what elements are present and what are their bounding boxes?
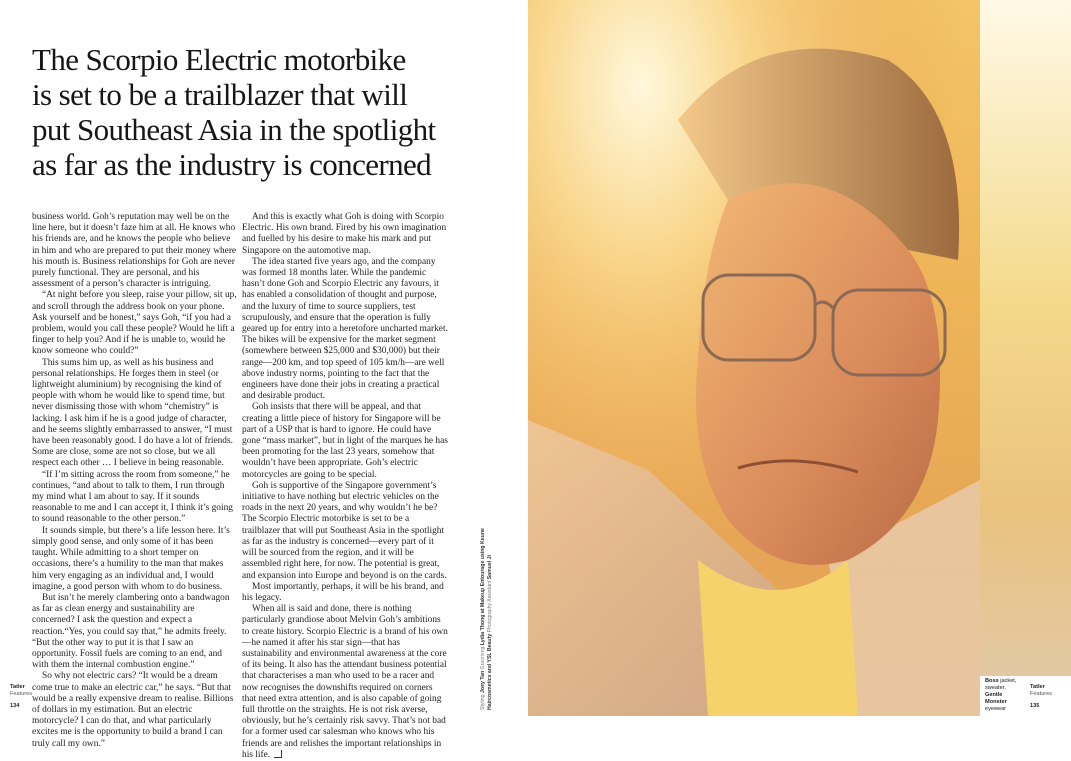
caption-line: sweater, [985,685,1006,691]
caption-line [985,678,1029,685]
paragraph: The idea started five years ago, and the company was formed 18 months later. While the pandemic hasn’t done Goh and Scorpio Electric any favours, it has enabled a consolidation of thought and purpose, and the luxury of time to source suppliers, test scrupulously, and ensure that the operation is fully geared up for entry into a heretofore uncharted market. The bikes will be expensive for the market segment (somewhere between $25,000 and $30,000) but their range—200 km, and top speed of 105 km/h—are well above industry norms, pointing to the fact that the engineers have done their jobs in creating a practical and desirable product. [242,256,448,402]
page-number: 135 [1030,703,1040,709]
portrait-photo [528,0,980,716]
caption-line [985,692,1029,699]
credit-name: Samuel Ji [486,555,493,580]
folio-brand: Tatler [1030,684,1045,690]
credit-role: Styling [480,692,486,710]
photo-credits [480,510,493,710]
caption-line [985,699,1029,706]
credit-name: Haircosmetics and YSL Beauty [486,632,493,710]
photo-caption [985,678,1029,713]
caption-brand: Boss [985,678,999,684]
headline-line: is set to be a trailblazer that will [32,77,408,112]
paragraph: Goh is supportive of the Singapore government’s initiative to have nothing but electric vehicles on the roads in the next 20 years, and why wouldn’t he be? The Scorpio Electric motorbike is set to be a trailblazer that will put Southeast Asia in the spotlight as far as the industry is concerned—every part of it will be sourced from the region, and it will be assembled right here, for now. The potential is great, and expansion into Europe and beyond is on the cards. [242,480,447,581]
paragraph: This sums him up, as well as his business and personal relationships. He forges them in steel (or lightweight aluminium) by recognising the kind of people with whom he would like to spend time, but never dismissing those with whom “chemistry” is lacking. I ask him if he is a good judge of character, and he seems slightly embarrassed to answer, “I must have been reasonably good. I do have a lot of friends. Some are close, some are not so close, but we all respect each other … I believe in being reasonable. [32,357,233,469]
paragraph: It sounds simple, but there’s a life lesson here. It’s simply good sense, and only some of it has been taught. While admitting to a short temper on occasions, there’s a humility to the man that makes him very engaging as an individual and, I would imagine, a good person with whom to do business. [32,525,230,592]
paragraph: “If I’m sitting across the room from someone,” he continues, “and about to talk to them, I run through my mind what I am about to say. If it sounds reasonable to me and I can accept it, I think it’s going to sound reasonable to the other person.” [32,469,233,525]
page-number: 134 [10,703,20,709]
paragraph: So why not electric cars? “It would be a dream come true to make an electric car,” he says. “But that would be a really expensive dream to realise. Billions of dollars in my estimation. But an electric motorcycle? I can do that, and what particularly excites me is the opportunity to build a brand I can truly call my own.” [32,671,234,749]
headline-line: put Southeast Asia in the spotlight [32,112,436,147]
paragraph: And this is exactly what Goh is doing with Scorpio Electric. His own brand. Fired by his own imagination and fuelled by his desire to make his mark and put Singapore on the automotive map. [242,212,447,256]
paragraph: Goh insists that there will be appeal, and that creating a little piece of history for Singapore will be part of a USP that is hard to ignore. He could have gone “mass market”, but in light of the marques he has been promoting for the last 23 years, somehow that wouldn’t have been appropriate. Goh’s electric motorcycles are going to be special. [242,402,448,480]
folio-section: Features [1030,691,1053,697]
headline [32,42,502,182]
folio-right [1030,684,1052,710]
portrait-illustration [528,0,980,716]
caption-text: jacket, [998,678,1017,684]
folio-left [10,684,32,710]
headline-line: The Scorpio Electric motorbike [32,42,406,77]
body-column-1 [32,212,238,750]
credit-role: Grooming [480,645,486,670]
paragraph: “At night before you sleep, raise your pillow, sit up, and scroll through the address book on your phone. Ask yourself and be honest,” says Goh, “if you had a problem, would you call these people? Would he lift a finger to help you? And if he is unable to, would he know someone who could?” [32,290,237,357]
body-column-2 [242,212,448,761]
caption-line: eyewear [985,706,1007,712]
background-strip [980,0,1071,676]
paragraph: Most importantly, perhaps, it will be his brand, and his legacy. [242,581,444,603]
folio-section: Features [10,691,33,697]
credit-name: Lydia Thong at Makeup Entourage using Keune [480,528,486,646]
caption-brand: Gentle [985,692,1003,698]
paragraph-text: When all is said and done, there is nothing particularly grandiose about Melvin Goh’s ambitions to create history. Scorpio Electric is a brand of his own—he named it after his star sign—that has sustainability and environmental awareness at the core of its being. It also has the attendant business potential that characterises a man who used to be a racer and now recognises the downshifts required on corners that need extra attention, and is also capable of going full throttle on the straights. He is not risk averse, obviously, but he’s certainly risk savvy. That’s not bad for a former used car salesman who knows who his friends are and relishes the important relationships in his life. [242,604,448,760]
paragraph: But isn’t he merely clambering onto a bandwagon as far as clean energy and sustainability are concerned? I ask the question and expect a reaction.“Yes, you could say that,” he admits freely. “But the other way to put it is that I saw an opportunity. Fossil fuels are coming to an end, and with them the internal combustion engine.” [32,592,230,671]
left-page [0,0,528,760]
credit-role: Photography Assistant [486,579,493,633]
last-paragraph [242,604,448,761]
end-mark-icon [274,750,282,758]
credit-name: Joey Tan [480,669,486,693]
caption-brand: Monster [985,699,1007,705]
headline-line: as far as the industry is concerned [32,147,432,182]
paragraph: business world. Goh’s reputation may well be on the line here, but it doesn’t faze him at all. He knows who his friends are, and he knows the people who believe in him and who are prepared to put their money where his mouth is. Business relationships for Goh are never purely functional. They are personal, and his assessment of a person’s character is intriguing. [32,212,237,290]
credit-line-2 [487,510,494,710]
folio-brand: Tatler [10,684,25,690]
